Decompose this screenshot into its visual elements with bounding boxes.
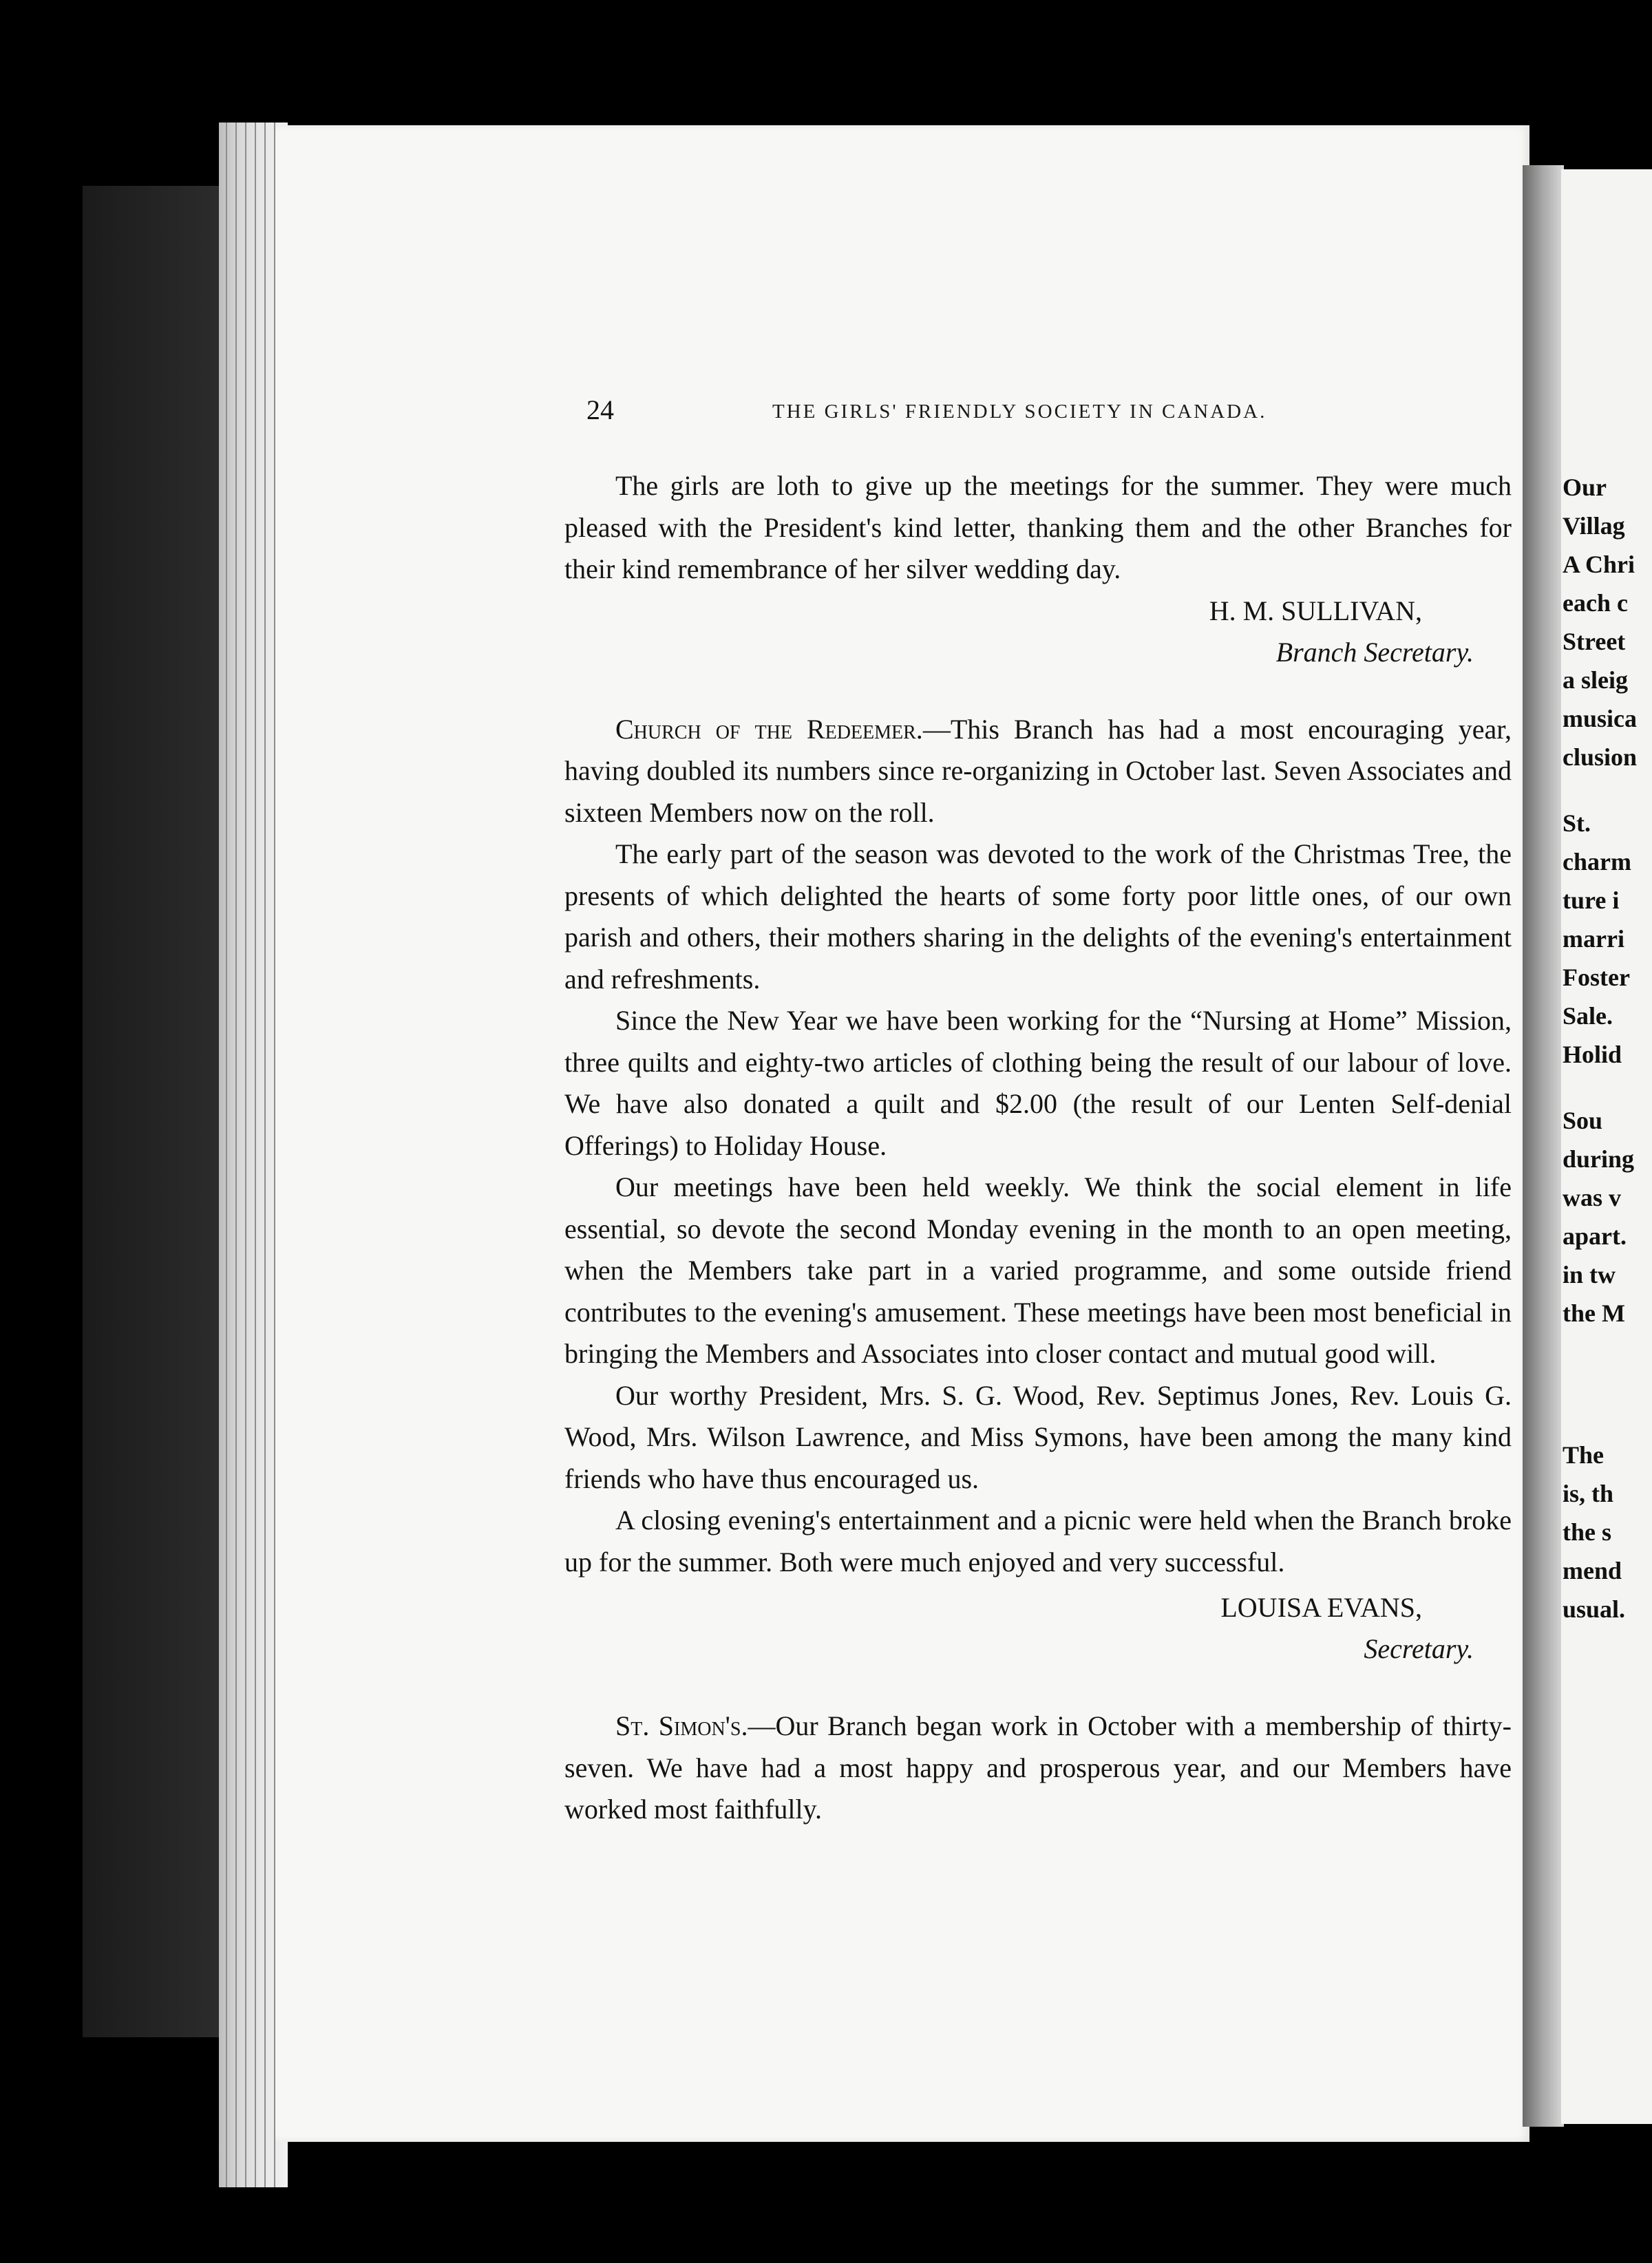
paragraph: The girls are loth to give up the meetings for the summer. They were much pleased with the President's kind letter, thanking them and the other Branches for their kind remembrance of her silver wedding day. — [564, 470, 1512, 584]
facing-fragment: a sleig — [1563, 666, 1628, 694]
facing-fragment: usual. — [1563, 1595, 1626, 1623]
facing-fragment: was v — [1563, 1184, 1622, 1211]
page-number: 24 — [586, 394, 614, 425]
signature-name: H. M. SULLIVAN, — [1209, 595, 1422, 626]
facing-fragment: marri — [1563, 925, 1624, 953]
section-heading: St. Simon's. — [615, 1710, 748, 1741]
facing-fragment: A Chri — [1563, 551, 1635, 578]
facing-fragment: Sale. — [1563, 1002, 1613, 1030]
facing-fragment: St. — [1563, 809, 1591, 837]
signature-name: LOUISA EVANS, — [1220, 1592, 1422, 1623]
paragraph-text: —This Branch has had a most encouraging year, having doubled its numbers since re-organizing in October last. Seven Associates and sixteen Members now on the roll. — [564, 713, 1512, 828]
running-head: THE GIRLS' FRIENDLY SOCIETY IN CANADA. — [772, 401, 1267, 423]
facing-fragment: charm — [1563, 848, 1631, 875]
paragraph-text: —Our Branch began work in October with a membership of thirty-seven. We have had a most happy and prosperous year, and our Members have worked most faithfully. — [564, 1710, 1512, 1825]
facing-fragment: is, th — [1563, 1480, 1614, 1507]
facing-fragment: musica — [1563, 705, 1637, 732]
facing-fragment: in tw — [1563, 1261, 1616, 1288]
book-gutter — [1523, 165, 1564, 2127]
facing-fragment: Sou — [1563, 1107, 1603, 1134]
facing-fragment: The — [1563, 1441, 1605, 1469]
paragraph: The early part of the season was devoted to the work of the Christmas Tree, the presents of which delighted the hearts of some forty poor little ones, of our own parish and others, their mothers sharing in the delights of the evening's entertainment and refreshments. — [564, 838, 1512, 995]
paragraph: Our worthy President, Mrs. S. G. Wood, Rev. Septimus Jones, Rev. Louis G. Wood, Mrs. Wilson Lawrence, and Miss Symons, have been among the many kind friends who have thus encouraged us. — [564, 1379, 1512, 1494]
facing-fragment: during — [1563, 1145, 1635, 1173]
facing-fragment: mend — [1563, 1557, 1622, 1584]
facing-fragment: apart. — [1563, 1222, 1627, 1250]
facing-fragment: the s — [1563, 1518, 1611, 1546]
facing-fragment: each c — [1563, 589, 1628, 617]
paragraph — [564, 709, 1512, 834]
paragraph — [564, 1706, 1512, 1831]
facing-fragment: Villag — [1563, 512, 1625, 540]
facing-fragment: clusion — [1563, 743, 1638, 771]
paragraph: Our meetings have been held weekly. We think the social element in life essential, so devote the second Monday evening in the month to an open meeting, when the Members take part in a varied programme, and some outside friend contributes to the evening's amusement. These meetings have been most beneficial in bringing the Members and Associates into closer contact and mutual good will. — [564, 1171, 1512, 1369]
paragraph: A closing evening's entertainment and a picnic were held when the Branch broke up for the summer. Both were much enjoyed and very successful. — [564, 1505, 1512, 1577]
facing-fragment: Street — [1563, 628, 1626, 655]
facing-fragment: ture i — [1563, 886, 1620, 914]
facing-fragment: the M — [1563, 1299, 1625, 1327]
paragraph: Since the New Year we have been working for the “Nursing at Home” Mission, three quilts and eighty-two articles of clothing being the result of our labour of love. We have also donated a quilt and $2.00 (the result of our Lenten Self-denial Offerings) to Holiday House. — [564, 1005, 1512, 1161]
facing-page — [1561, 169, 1652, 2124]
signature-block — [564, 591, 1512, 673]
facing-fragment: Holid — [1563, 1041, 1622, 1068]
signature-block — [564, 1587, 1512, 1670]
page-body — [564, 465, 1512, 1831]
section-heading: Church of the Redeemer. — [615, 713, 923, 745]
signature-role: Branch Secretary. — [1275, 636, 1474, 668]
facing-fragment: Our — [1563, 474, 1607, 501]
facing-fragment: Foster — [1563, 964, 1630, 991]
signature-role: Secretary. — [1364, 1633, 1474, 1664]
